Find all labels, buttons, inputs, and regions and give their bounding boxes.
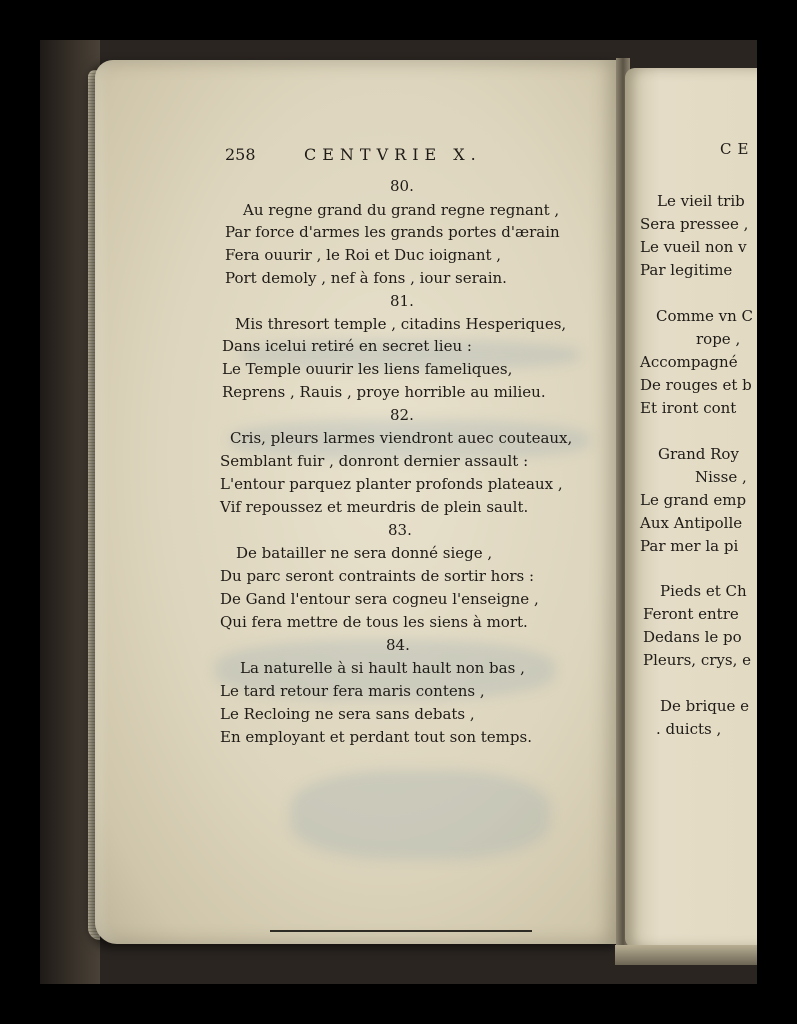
verse-line: De batailler ne sera donné siege , [236,544,493,562]
fragment-line: Grand Roy [658,445,739,463]
fragment-line: Dedans le po [643,628,742,646]
fragment-line: Le vueil non v [640,238,747,256]
fragment-line: Le grand emp [640,491,747,509]
fragment-line: Par legitime [640,261,733,279]
fragment-line: . duicts , [656,720,722,738]
quatrain-number: 80. [390,177,414,195]
verse-line: Vif repoussez et meurdris de plein sault. [220,498,529,516]
verse-line: De Gand l'entour sera cogneu l'enseigne , [220,590,539,608]
verse-line: L'entour parquez planter profonds plateaux , [220,475,563,493]
verse-line: Le tard retour fera maris contens , [220,682,485,700]
fragment-line: Par mer la pi [640,537,739,555]
fragment-line: Comme vn C [656,307,753,325]
verse-line: Qui fera mettre de tous les siens à mort. [220,613,528,631]
fragment-line: De brique e [660,697,750,715]
verse-line: Dans icelui retiré en secret lieu : [222,337,472,355]
verse-line: Fera ouurir , le Roi et Duc ioignant , [225,246,502,264]
verse-line: Cris, pleurs larmes viendront auec couteaux, [230,429,573,447]
bottom-rule [270,930,532,932]
quatrain-number: 84. [386,636,410,654]
fragment-line: rope , [696,330,741,348]
verse-line: Au regne grand du grand regne regnant , [243,201,560,219]
book-photo [40,40,757,984]
verse-line: En employant et perdant tout son temps. [220,728,532,746]
page-text [40,40,757,984]
verse-line: Port demoly , nef à fons , iour serain. [225,269,507,287]
verse-line: Semblant fuir , donront dernier assault : [220,452,529,470]
quatrain-number: 83. [388,521,412,539]
running-title: CENTVRIE X. [304,145,482,164]
quatrain-number: 81. [390,292,414,310]
quatrain-number: 82. [390,406,414,424]
fragment-line: Le vieil trib [657,192,745,210]
fragment-line: Aux Antipolle [640,514,743,532]
verse-line: Par force d'armes les grands portes d'ærain [225,223,560,241]
fragment-line: Pieds et Ch [660,582,747,600]
right-running-title: CE [720,140,755,158]
fragment-line: Pleurs, crys, e [643,651,751,669]
fragment-line: Nisse , [695,468,747,486]
verse-line: Reprens , Rauis , proye horrible au milieu. [222,383,546,401]
page-number: 258 [225,145,256,164]
fragment-line: Feront entre [643,605,739,623]
verse-line: La naturelle à si hault hault non bas , [240,659,525,677]
fragment-line: De rouges et b [640,376,752,394]
verse-line: Le Temple ouurir les liens fameliques, [222,360,513,378]
verse-line: Mis thresort temple , citadins Hesperiques, [235,315,567,333]
verse-line: Du parc seront contraints de sortir hors : [220,567,535,585]
verse-line: Le Recloing ne sera sans debats , [220,705,475,723]
fragment-line: Et iront cont [640,399,737,417]
fragment-line: Accompagné [640,353,738,371]
fragment-line: Sera pressee , [640,215,749,233]
